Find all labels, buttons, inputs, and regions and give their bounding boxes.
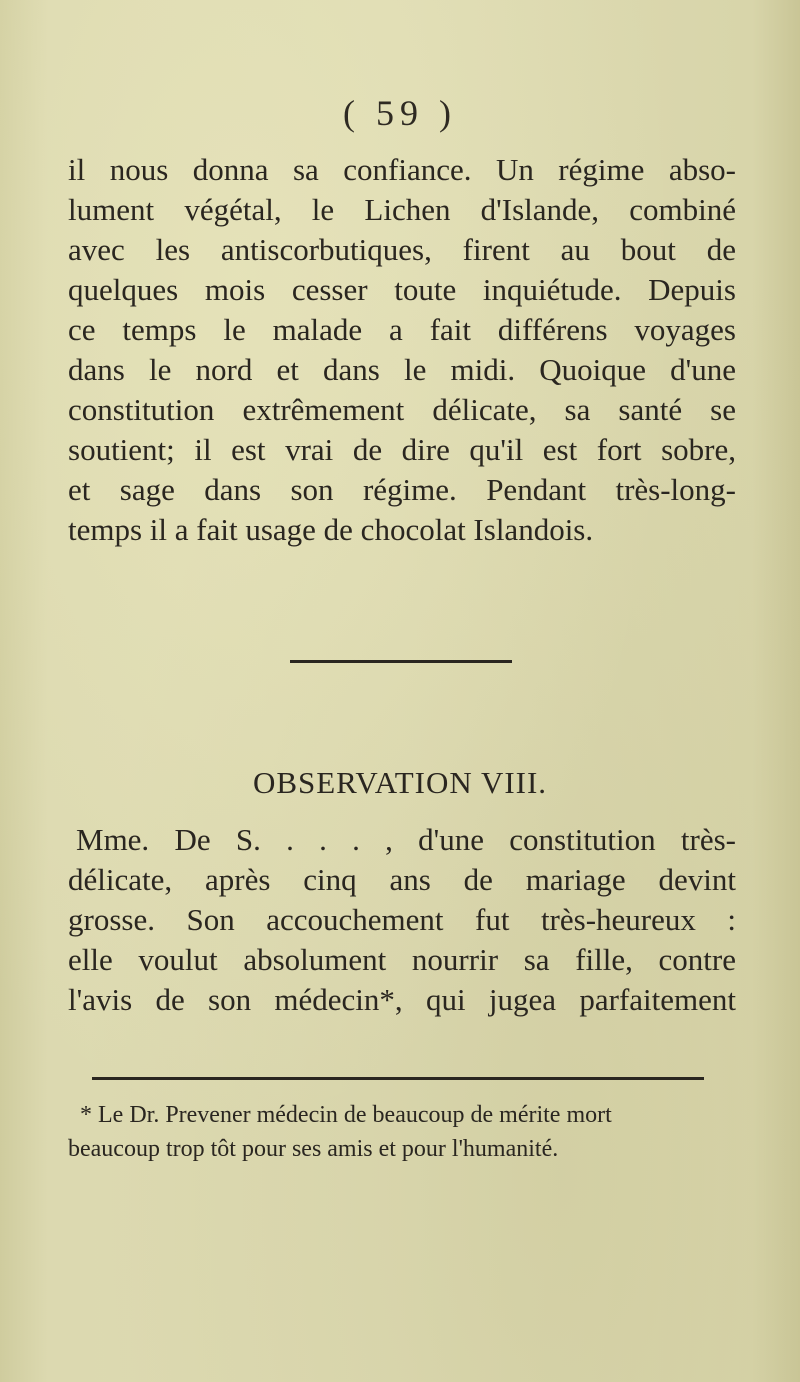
text-line: ce temps le malade a fait différens voyages [68,312,736,347]
paragraph-2 [68,820,736,1020]
paragraph-1 [68,150,736,550]
text-line: quelques mois cesser toute inquiétude. Depuis [68,272,736,307]
text-line: et sage dans son régime. Pendant très-long- [68,472,736,507]
footnote-line: * Le Dr. Prevener médecin de beaucoup de mérite mort [80,1102,612,1128]
text-line: constitution extrêmement délicate, sa santé se [68,392,736,427]
text-line: avec les antiscorbutiques, firent au bout de [68,232,736,267]
text-line: l'avis de son médecin*, qui jugea parfaitement [68,982,736,1017]
text-line: lument végétal, le Lichen d'Islande, combiné [68,192,736,227]
text-line: délicate, après cinq ans de mariage devint [68,862,736,897]
section-heading: OBSERVATION VIII. [252,765,548,800]
text-line: il nous donna sa confiance. Un régime abso- [68,152,736,187]
text-line: dans le nord et dans le midi. Quoique d'une [68,352,736,387]
footnote-divider [92,1077,704,1080]
text-line: Mme. De S. . . . , d'une constitution très- [76,822,736,857]
text-line: soutient; il est vrai de dire qu'il est fort sobre, [68,432,736,467]
text-line: grosse. Son accouchement fut très-heureux : [68,902,736,937]
footnote-line: beaucoup trop tôt pour ses amis et pour l'humanité. [68,1136,559,1162]
page-number: ( 59 ) [343,93,457,133]
footnote [68,1098,736,1166]
text-line: elle voulut absolument nourrir sa fille, contre [68,942,736,977]
text-line: temps il a fait usage de chocolat Islandois. [68,512,594,547]
section-divider [290,660,512,663]
